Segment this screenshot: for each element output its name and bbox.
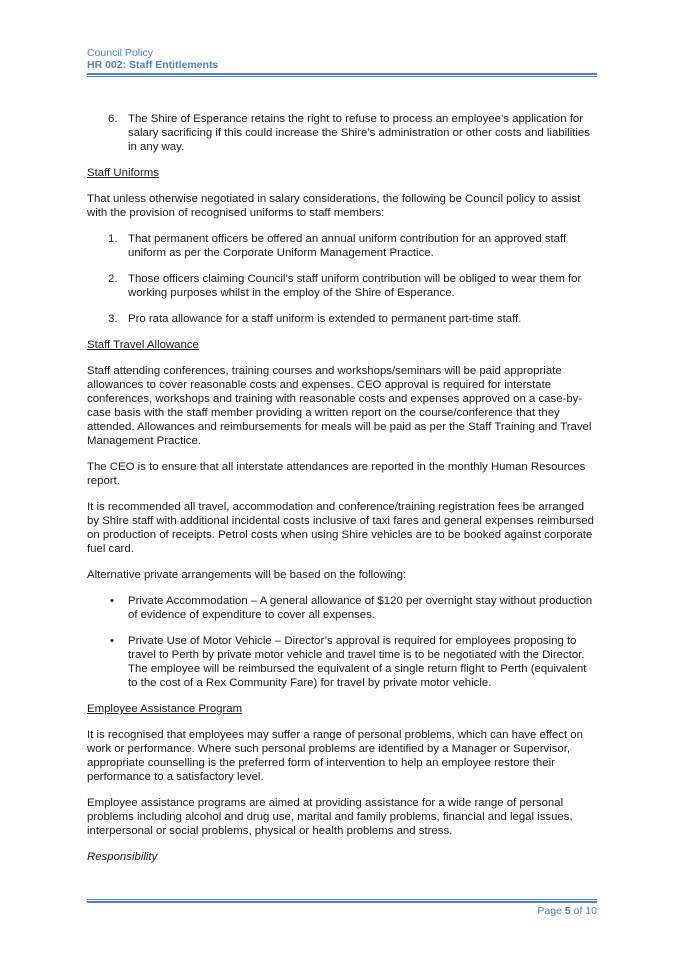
travel-paragraph-3: It is recommended all travel, accommodation and conference/training registration fees be arranged by Shire staff with additional incidental costs inclusive of taxi fares and general expenses reimbursed on production of receipts. Petrol costs when using Shire vehicles are to be booked against corporate fuel card. — [87, 501, 594, 555]
eap-paragraph-2: Employee assistance programs are aimed at providing assistance for a wide range of personal problems including alcohol and drug use, marital and family problems, financial and legal issues, interpersonal or social problems, physical or health problems and stress. — [87, 797, 573, 837]
bullet-text: Private Accommodation – A general allowance of $120 per overnight stay without production of evidence of expenditure to cover all expenses. — [128, 595, 593, 621]
page-footer — [537, 905, 597, 917]
item-text: The Shire of Esperance retains the right to refuse to process an employee’s application for salary sacrificing if this could increase the Shire’s administration or other costs and liabilities in any way. — [128, 113, 590, 153]
header-policy-title: HR 002: Staff Entitlements — [87, 59, 219, 71]
travel-bullet-private-accommodation — [87, 594, 597, 622]
item-number: 6. — [108, 113, 118, 125]
item-number: 3. — [108, 313, 118, 325]
page-word: Page — [537, 905, 562, 917]
header-rule — [87, 73, 597, 77]
item-text: That permanent officers be offered an annual uniform contribution for an approved staff uniform as per the Corporate Uniform Management Practice. — [128, 233, 567, 259]
section-heading-staff-uniforms: Staff Uniforms — [87, 167, 159, 179]
uniforms-intro: That unless otherwise negotiated in salary considerations, the following be Council policy to assist with the provision of recognised uniforms to staff members: — [87, 193, 581, 219]
bullet-icon: • — [110, 595, 114, 607]
of-word: of — [573, 905, 583, 917]
bullet-text: Private Use of Motor Vehicle – Director’s approval is required for employees proposing to travel to Perth by private motor vehicle and travel time is to be negotiated with the Director. The employee will be reimbursed the equivalent of a single return flight to Perth (equivalent to the cost of a Rex Community Fare) for travel by private motor vehicle. — [128, 635, 587, 689]
responsibility-subheading: Responsibility — [87, 851, 158, 863]
uniform-item-3 — [87, 312, 597, 326]
travel-paragraph-2: The CEO is to ensure that all interstate attendances are reported in the monthly Human Resources report. — [87, 461, 586, 487]
uniform-item-2 — [87, 272, 597, 300]
item-text: Pro rata allowance for a staff uniform is extended to permanent part-time staff. — [128, 313, 522, 325]
header-policy-label: Council Policy — [87, 47, 153, 59]
uniform-item-1 — [87, 232, 597, 260]
travel-paragraph-4: Alternative private arrangements will be based on the following: — [87, 569, 407, 581]
total-pages: 10 — [585, 905, 597, 917]
page-header — [87, 47, 597, 71]
eap-paragraph-1: It is recognised that employees may suffer a range of personal problems, which can have effect on work or performance. Where such personal problems are identified by a Manager or Supervisor, appropriate counselling is the preferred form of intervention to help an employee restore their performance to a satisfactory level. — [87, 729, 583, 783]
item-text: Those officers claiming Council’s staff uniform contribution will be obliged to wear them for working purposes whilst in the employ of the Shire of Esperance. — [128, 273, 582, 299]
section-heading-staff-travel-allowance: Staff Travel Allowance — [87, 339, 199, 351]
item-number: 2. — [108, 273, 118, 285]
footer-rule — [87, 899, 597, 903]
item-number: 1. — [108, 233, 118, 245]
section-heading-employee-assistance-program: Employee Assistance Program — [87, 703, 243, 715]
numbered-item-6 — [87, 112, 597, 154]
bullet-icon: • — [110, 635, 114, 647]
travel-paragraph-1: Staff attending conferences, training courses and workshops/seminars will be paid appropriate allowances to cover reasonable costs and expenses. CEO approval is required for interstate conferences, workshops and training with reasonable costs and expenses approved on a case-by-case basis with the staff member providing a written report on the course/conference that they attended. Allowances and reimbursements for meals will be paid as per the Staff Training and Travel Management Practice. — [87, 365, 592, 447]
travel-bullet-private-motor-vehicle — [87, 634, 597, 690]
document-body — [87, 112, 597, 864]
current-page-number: 5 — [564, 905, 571, 917]
